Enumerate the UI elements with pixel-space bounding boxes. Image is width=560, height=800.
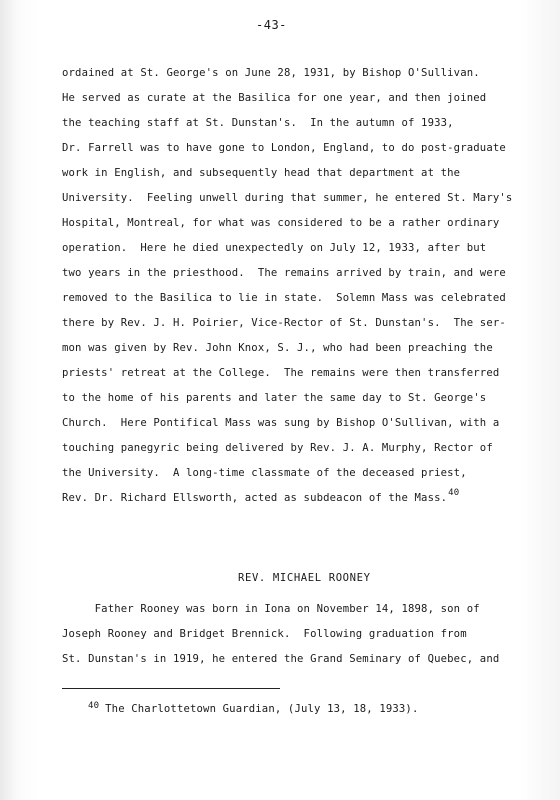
- footnote-reference: 40: [448, 488, 460, 498]
- text-line: there by Rev. J. H. Poirier, Vice-Rector of St. Dunstan's. The ser-: [62, 317, 506, 329]
- text-line: operation. Here he died unexpectedly on July 12, 1933, after but: [62, 242, 487, 254]
- section-heading: REV. MICHAEL ROONEY: [238, 572, 371, 584]
- text-line: touching panegyric being delivered by Rev. J. A. Murphy, Rector of: [62, 442, 493, 454]
- text-line: removed to the Basilica to lie in state. Solemn Mass was celebrated: [62, 292, 506, 304]
- text-line: Hospital, Montreal, for what was considered to be a rather ordinary: [62, 217, 500, 229]
- footnote: [88, 703, 418, 715]
- text-line: He served as curate at the Basilica for one year, and then joined: [62, 92, 487, 104]
- footnote-number: 40: [88, 701, 100, 711]
- text-line: ordained at St. George's on June 28, 1931, by Bishop O'Sullivan.: [62, 67, 480, 79]
- text-line: Church. Here Pontifical Mass was sung by Bishop O'Sullivan, with a: [62, 417, 500, 429]
- text-line: work in English, and subsequently head that department at the: [62, 167, 461, 179]
- footnote-text: The Charlottetown Guardian, (July 13, 18, 1933).: [105, 703, 419, 715]
- text-line: two years in the priesthood. The remains arrived by train, and were: [62, 267, 506, 279]
- text-line: University. Feeling unwell during that summer, he entered St. Mary's: [62, 192, 513, 204]
- text-line: the University. A long-time classmate of the deceased priest,: [62, 467, 467, 479]
- text-line: Dr. Farrell was to have gone to London, England, to do post-graduate: [62, 142, 506, 154]
- text-line: Joseph Rooney and Bridget Brennick. Following graduation from: [62, 628, 467, 640]
- text-line: to the home of his parents and later the same day to St. George's: [62, 392, 487, 404]
- text-line-with-footnote: [62, 488, 460, 506]
- text-line: St. Dunstan's in 1919, he entered the Grand Seminary of Quebec, and: [62, 653, 500, 665]
- text-line: Rev. Dr. Richard Ellsworth, acted as subdeacon of the Mass.: [62, 492, 448, 504]
- page-number: -43-: [256, 18, 287, 32]
- text-line: Father Rooney was born in Iona on November 14, 1898, son of: [62, 603, 480, 615]
- text-line: priests' retreat at the College. The remains were then transferred: [62, 367, 500, 379]
- text-line: the teaching staff at St. Dunstan's. In the autumn of 1933,: [62, 117, 454, 129]
- footnote-divider: [62, 688, 280, 689]
- text-line: mon was given by Rev. John Knox, S. J., who had been preaching the: [62, 342, 493, 354]
